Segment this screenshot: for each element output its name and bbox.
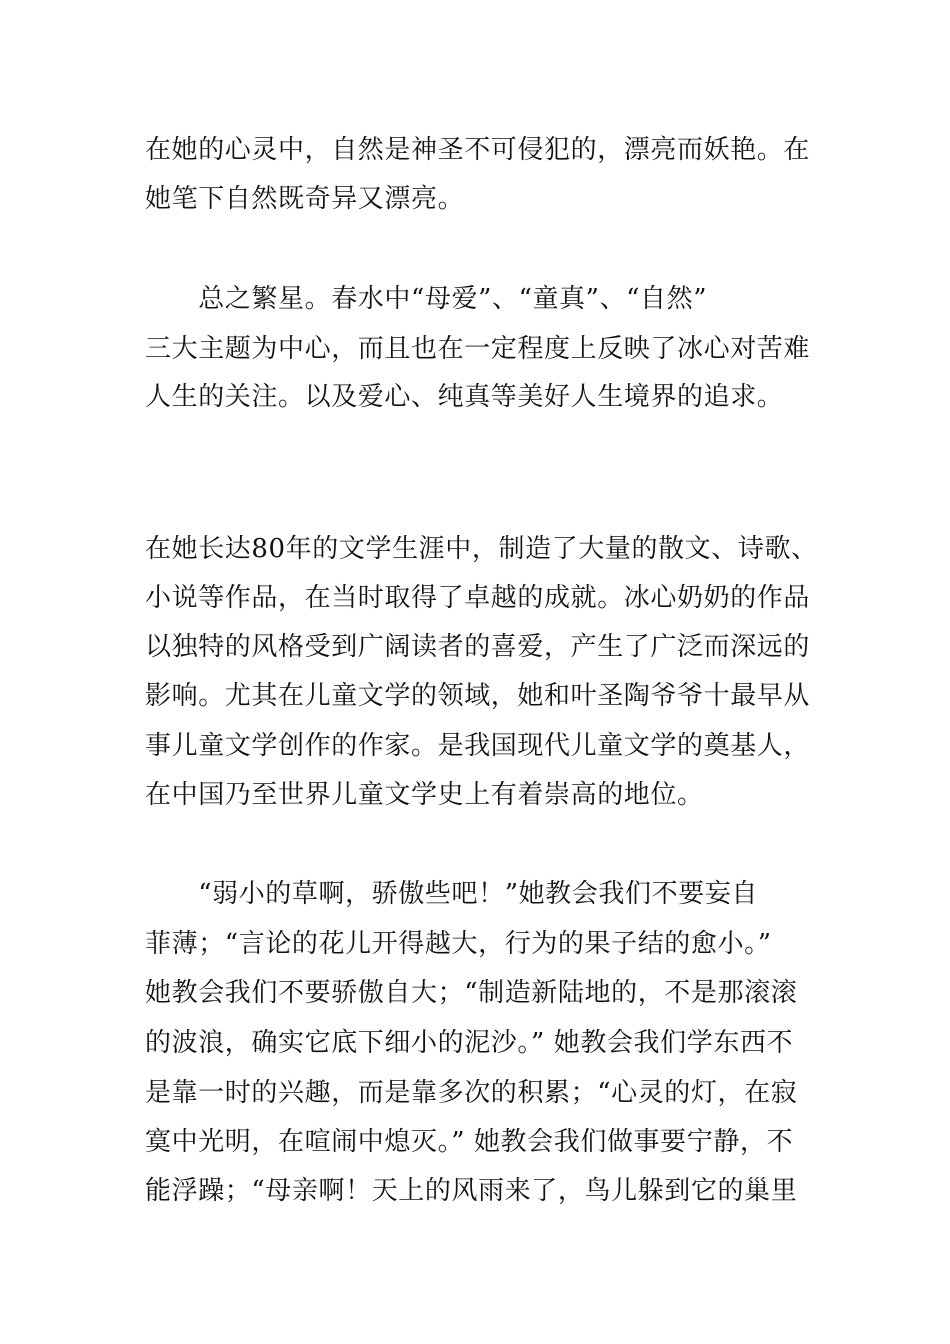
text-line: 她笔下自然既奇异又漂亮。 <box>145 184 465 214</box>
text-line: 影响。尤其在儿童文学的领域，她和叶圣陶爷爷十最早从 <box>145 681 811 711</box>
text-line: “弱小的草啊，骄傲些吧！”她教会我们不要妄自 <box>145 879 758 909</box>
text-line: 菲薄；“言论的花儿开得越大，行为的果子结的愈小。” <box>145 929 772 959</box>
text-line: 小说等作品，在当时取得了卓越的成就。冰心奶奶的作品 <box>145 583 811 613</box>
text-line: 在中国乃至世界儿童文学史上有着崇高的地位。 <box>145 780 704 810</box>
text-line: 是靠一时的兴趣，而是靠多次的积累；“心灵的灯，在寂 <box>145 1078 798 1108</box>
text-line: 人生的关注。以及爱心、纯真等美好人生境界的追求。 <box>145 382 784 412</box>
text-line: 总之繁星。春水中“母爱”、“童真”、“自然” <box>145 284 708 314</box>
text-line: 以独特的风格受到广阔读者的喜爱，产生了广泛而深远的 <box>145 632 811 662</box>
text-line: 事儿童文学创作的作家。是我国现代儿童文学的奠基人， <box>145 731 811 761</box>
text-line: 的波浪，确实它底下细小的泥沙。” 她教会我们学东西不 <box>145 1028 794 1058</box>
text-line: 她教会我们不要骄傲自大；“制造新陆地的，不是那滚滚 <box>145 978 798 1008</box>
text-line: 三大主题为中心，而且也在一定程度上反映了冰心对苦难 <box>145 334 811 364</box>
text-line: 在她的心灵中，自然是神圣不可侵犯的，漂亮而妖艳。在 <box>145 135 811 165</box>
text-line: 寞中光明，在喧闹中熄灭。” 她教会我们做事要宁静，不 <box>145 1127 794 1157</box>
text-line: 在她长达80年的文学生涯中，制造了大量的散文、诗歌、 <box>145 534 818 564</box>
text-line: 能浮躁；“母亲啊！天上的风雨来了，鸟儿躲到它的巢里 <box>145 1176 798 1206</box>
